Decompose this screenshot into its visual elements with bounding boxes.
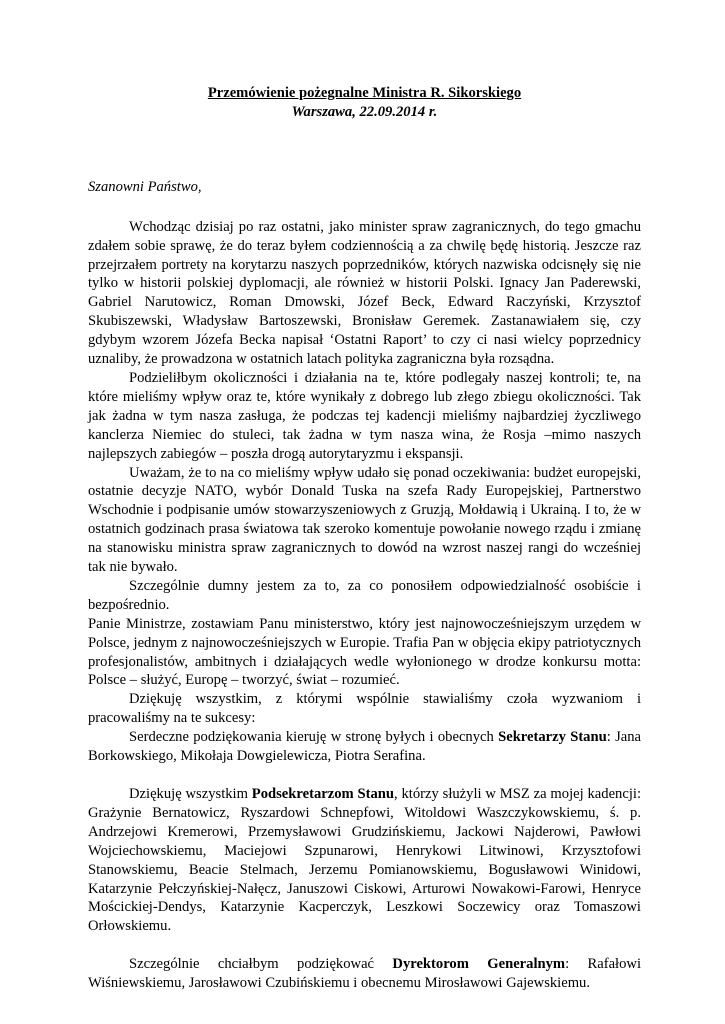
paragraph-7 [88, 728, 641, 766]
title-block [88, 84, 641, 122]
paragraph-7-text: Serdeczne podziękowania kieruję w stronę byłych i obecnych [129, 729, 499, 746]
paragraph-1: Wchodząc dzisiaj po raz ostatni, jako minister spraw zagranicznych, do tego gmachu zdałem sobie sprawę, że do teraz byłem codziennością a za chwilę będę historią. Jeszcze raz przejrzałem portrety na korytarzu naszych poprzedników, których nazwiska odcisnęły się nie tylko w historii polskiej dyplomacji, ale również w historii Polski. Ignacy Jan Paderewski, Gabriel Narutowicz, Roman Dmowski, Józef Beck, Edward Raczyński, Krzysztof Skubiszewski, Władysław Bartoszewski, Bronisław Geremek. Zastanawiałem się, czy gdybym wzorem Józefa Becka napisał ‘Ostatni Raport’ to czy ci nasi wielcy poprzednicy uznaliby, że prowadzona w ostatnich latach polityka zagraniczna była rozsądna. [88, 218, 641, 368]
paragraph-5: Panie Ministrze, zostawiam Panu ministerstwo, który jest najnowocześniejszym urzędem w Polsce, jednym z najnowocześniejszych w Europie. Trafia Pan w objęcia ekipy patriotycznych profesjonalistów, ambitnych i działających wedle wyłonionego w drodze konkursu motta: Polsce – służyć, Europę – tworzyć, świat – rozumieć. [88, 615, 641, 689]
paragraph-8-bold: Podsekretarzom Stanu [251, 786, 395, 802]
paragraph-9-bold: Dyrektorom Generalnym [392, 956, 566, 973]
paragraph-7-bold: Sekretarzy Stanu [498, 729, 607, 746]
place-date: Warszawa, 22.09.2014 r. [291, 103, 438, 120]
paragraph-9 [88, 955, 641, 993]
paragraph-9-text: Szczególnie chciałbym podziękować [129, 956, 393, 973]
paragraph-9-rest: : Rafałowi Wiśniewskiemu, Jarosławowi Czubińskiemu i obecnemu Mirosławowi Gajewskiemu. [88, 956, 641, 992]
paragraph-2: Podzieliłbym okoliczności i działania na te, które podlegały naszej kontroli; te, na które mieliśmy wpływ oraz te, które wynikały z dobrego lub złego zbiegu okoliczności. Tak jak żadna w tym nasza zasługa, że podczas tej kadencji mieliśmy najbardziej życzliwego kanclerza Niemiec do stuleci, tak żadna w tym nasza wina, że Rosja –mimo naszych najlepszych zabiegów – poszła drogą autorytaryzmu i ekspansji. [88, 369, 641, 462]
paragraph-7-rest: : Jana Borkowskiego, Mikołaja Dowgielewicza, Piotra Serafina. [88, 729, 642, 765]
greeting: Szanowni Państwo, [88, 178, 202, 195]
paragraph-8 [88, 785, 641, 936]
paragraph-8-text: Dziękuję wszystkim [129, 786, 252, 802]
paragraph-8-rest: , którzy służyli w MSZ za mojej kadencji: Grażynie Bernatowicz, Ryszardowi Schnepfowi, Witoldowi Waszczykowskiemu, ś. p. Andrzejowi Kremerowi, Przemysławowi Grudzińskiemu, Jackowi Najderowi, Pawłowi Wojciechowskiemu, Maciejowi Szpunarowi, Henrykowi Litwinowi, Krzysztofowi Stanowskiemu, Beacie Stelmach, Jerzemu Pomianowskiemu, Bogusławowi Winidowi, Katarzynie Pełczyńskiej-Nałęcz, Januszowi Ciskowi, Arturowi Nowakowi-Farowi, Henryce Mościckiej-Dendys, Katarzynie Kacperczyk, Leszkowi Soczewicy oraz Tomaszowi Orłowskiemu. [88, 786, 642, 935]
paragraph-3: Uważam, że to na co mieliśmy wpływ udało się ponad oczekiwania: budżet europejski, ostatnie decyzje NATO, wybór Donald Tuska na szefa Rady Europejskiej, Partnerstwo Wschodnie i podpisanie umów stowarzyszeniowych z Gruzją, Mołdawią i Ukrainą. I to, że w ostatnich godzinach prasa światowa tak szeroko komentuje powołanie nowego rządu i zmianę na stanowisku ministra spraw zagranicznych to dowód na wzrost naszej rangi do wcześniej tak nie bywało. [88, 464, 641, 576]
paragraph-6: Dziękuję wszystkim, z którymi wspólnie stawialiśmy czoła wyzwaniom i pracowaliśmy na te sukcesy: [88, 691, 641, 727]
document-page [88, 84, 641, 993]
document-title: Przemówienie pożegnalne Ministra R. Sikorskiego [207, 85, 522, 101]
paragraph-4: Szczególnie dumny jestem za to, za co ponosiłem odpowiedzialność osobiście i bezpośrednio. [88, 577, 641, 613]
